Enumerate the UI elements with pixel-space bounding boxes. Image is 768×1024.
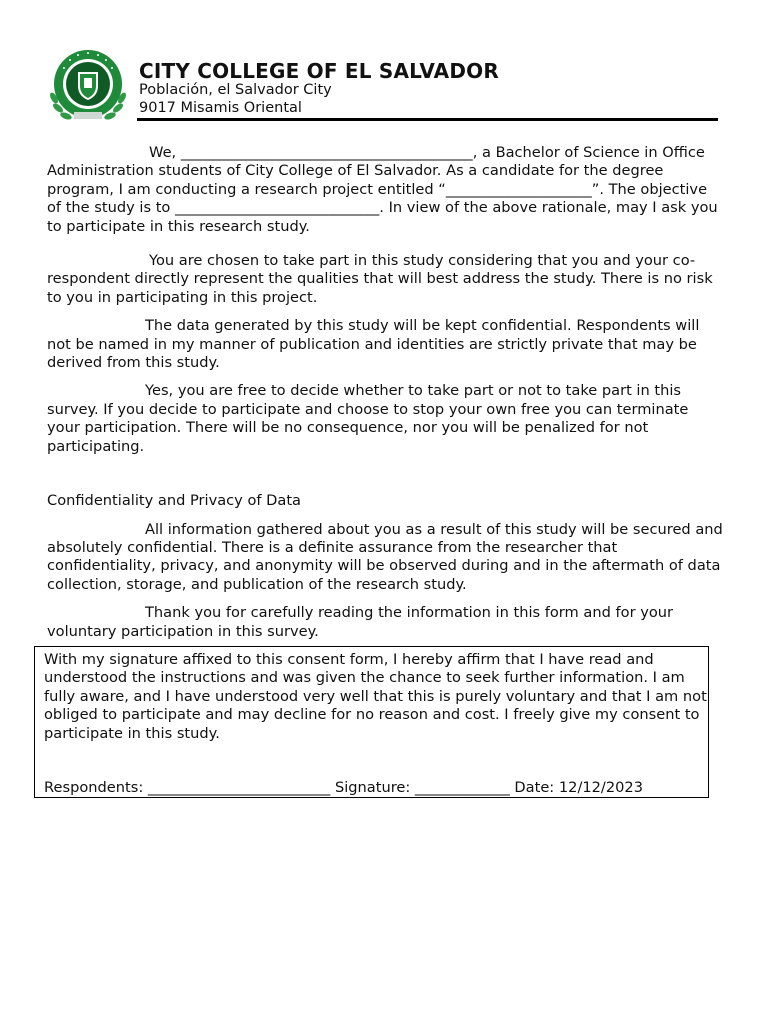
date-label: Date: bbox=[514, 779, 555, 796]
college-name: CITY COLLEGE OF EL SALVADOR bbox=[139, 59, 499, 83]
date-value: 12/12/2023 bbox=[558, 779, 643, 796]
signature-line bbox=[44, 779, 643, 797]
address-line-1: Población, el Salvador City bbox=[139, 82, 332, 98]
signature-label: Signature: bbox=[334, 779, 411, 796]
address-line-2: 9017 Misamis Oriental bbox=[139, 100, 302, 116]
paragraph-selection: You are chosen to take part in this study considering that you and your co-respondent directly represent the qualities that will best address the study. There is no risk to you in participating in this project. bbox=[47, 252, 713, 306]
college-seal-logo bbox=[48, 48, 128, 124]
respondents-label: Respondents: bbox=[44, 779, 144, 796]
respondents-field[interactable]: _________________________ bbox=[147, 779, 331, 796]
paragraph-intro: We, ________________________________________, a Bachelor of Science in Office Administration students of City College of El Salvador. As a candidate for the degree program, I am conducting a research project entitled “____________________”. The objective of the study is to ____________________________. In view of the above rationale, may I ask you to participate in this research study. bbox=[47, 144, 718, 235]
consent-box bbox=[34, 646, 709, 798]
header-divider bbox=[137, 118, 718, 121]
letter-body bbox=[47, 144, 723, 651]
paragraph-thanks: Thank you for carefully reading the information in this form and for your voluntary participation in this survey. bbox=[47, 604, 674, 640]
consent-statement: With my signature affixed to this consent form, I hereby affirm that I have read and understood the instructions and was given the chance to seek further information. I am fully aware, and I have understood very well that this is purely voluntary and that I am not obliged to participate and may decline for no reason and cost. I freely give my consent to participate in this study. bbox=[44, 651, 707, 742]
section-heading: Confidentiality and Privacy of Data bbox=[47, 492, 302, 510]
paragraph-privacy: All information gathered about you as a result of this study will be secured and absolutely confidential. There is a definite assurance from the researcher that confidentiality, privacy, and anonymity will be observed during and in the aftermath of data collection, storage, and publication of the research study. bbox=[47, 520, 723, 593]
paragraph-confidential: The data generated by this study will be kept confidential. Respondents will not be named in my manner of publication and identities are strictly private that may be derived from this study. bbox=[47, 317, 700, 372]
signature-field[interactable]: _____________ bbox=[414, 779, 510, 796]
paragraph-voluntary: Yes, you are free to decide whether to take part or not to take part in this survey. If you decide to participate and choose to stop your own free you can terminate your participation. There will be no consequence, nor you will be penalized for not participating. bbox=[47, 382, 689, 455]
